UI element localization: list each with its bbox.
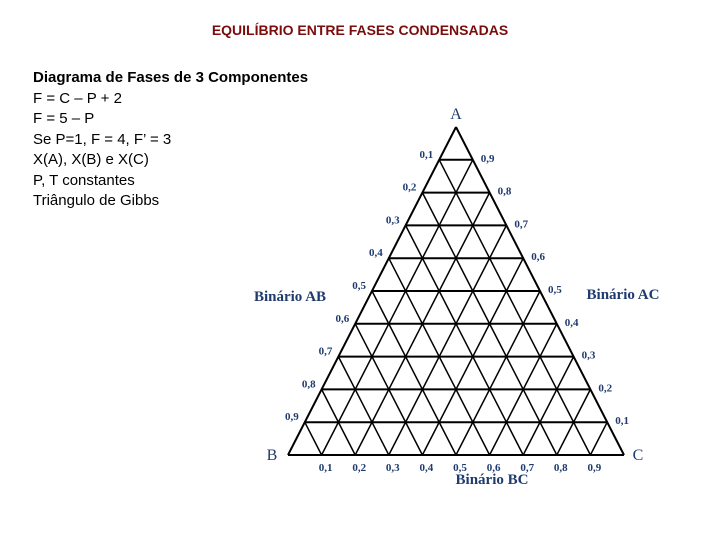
vertex-c-label: C xyxy=(632,447,644,464)
text-line: Diagrama de Fases de 3 Componentes xyxy=(33,69,309,86)
tick-label-bottom: 0,8 xyxy=(553,462,568,474)
tick-label-bottom: 0,4 xyxy=(419,462,434,474)
tick-label-right: 0,6 xyxy=(531,251,545,264)
tick-label-left: 0,7 xyxy=(318,345,333,358)
tick-label-bottom: 0,9 xyxy=(587,462,602,474)
binary-ac-label: Binário AC xyxy=(586,287,660,303)
tick-label-right: 0,9 xyxy=(480,152,495,165)
text-line: F = 5 – P xyxy=(33,110,95,127)
tick-label-bottom: 0,6 xyxy=(486,462,501,474)
tick-label-right: 0,2 xyxy=(598,382,613,395)
grid-line xyxy=(389,225,507,455)
triangle-grid xyxy=(288,127,624,455)
binary-bc-label: Binário BC xyxy=(455,472,529,488)
tick-label-left: 0,3 xyxy=(385,214,400,227)
triangle-labels xyxy=(254,106,660,488)
page-title: EQUILÍBRIO ENTRE FASES CONDENSADAS xyxy=(211,22,509,38)
grid-line xyxy=(305,422,322,455)
tick-label-bottom: 0,3 xyxy=(385,462,400,474)
tick-label-right: 0,5 xyxy=(548,284,562,296)
tick-label-bottom: 0,5 xyxy=(453,462,467,474)
tick-label-left: 0,5 xyxy=(352,280,366,292)
text-line: Se P=1, F = 4, F’ = 3 xyxy=(33,130,172,148)
tick-label-bottom: 0,2 xyxy=(352,462,367,474)
tick-label-left: 0,1 xyxy=(419,148,434,161)
tick-label-left: 0,4 xyxy=(369,247,383,260)
tick-label-right: 0,3 xyxy=(581,349,596,362)
vertex-a-label: A xyxy=(450,106,462,123)
grid-line xyxy=(456,291,540,455)
text-line: X(A), X(B) e X(C) xyxy=(33,151,149,168)
tick-label-right: 0,1 xyxy=(615,415,629,428)
tick-label-left: 0,9 xyxy=(285,411,299,424)
text-line: F = C – P + 2 xyxy=(33,89,122,107)
grid-line xyxy=(439,160,590,455)
tick-label-left: 0,8 xyxy=(301,378,316,391)
tick-label-right: 0,8 xyxy=(497,185,512,198)
text-line: P, T constantes xyxy=(33,171,135,189)
vertex-b-label: B xyxy=(266,447,278,464)
grid-line xyxy=(372,291,456,455)
tick-label-bottom: 0,7 xyxy=(520,462,535,474)
tick-label-left: 0,6 xyxy=(335,312,350,325)
tick-label-right: 0,4 xyxy=(564,316,579,329)
binary-ab-label: Binário AB xyxy=(253,289,327,305)
grid-line xyxy=(406,225,524,455)
tick-label-left: 0,2 xyxy=(402,181,417,194)
tick-label-right: 0,7 xyxy=(514,218,529,231)
grid-line xyxy=(590,422,607,455)
tick-label-bottom: 0,1 xyxy=(318,462,333,474)
grid-line xyxy=(322,160,473,455)
text-line: Triângulo de Gibbs xyxy=(33,192,160,209)
